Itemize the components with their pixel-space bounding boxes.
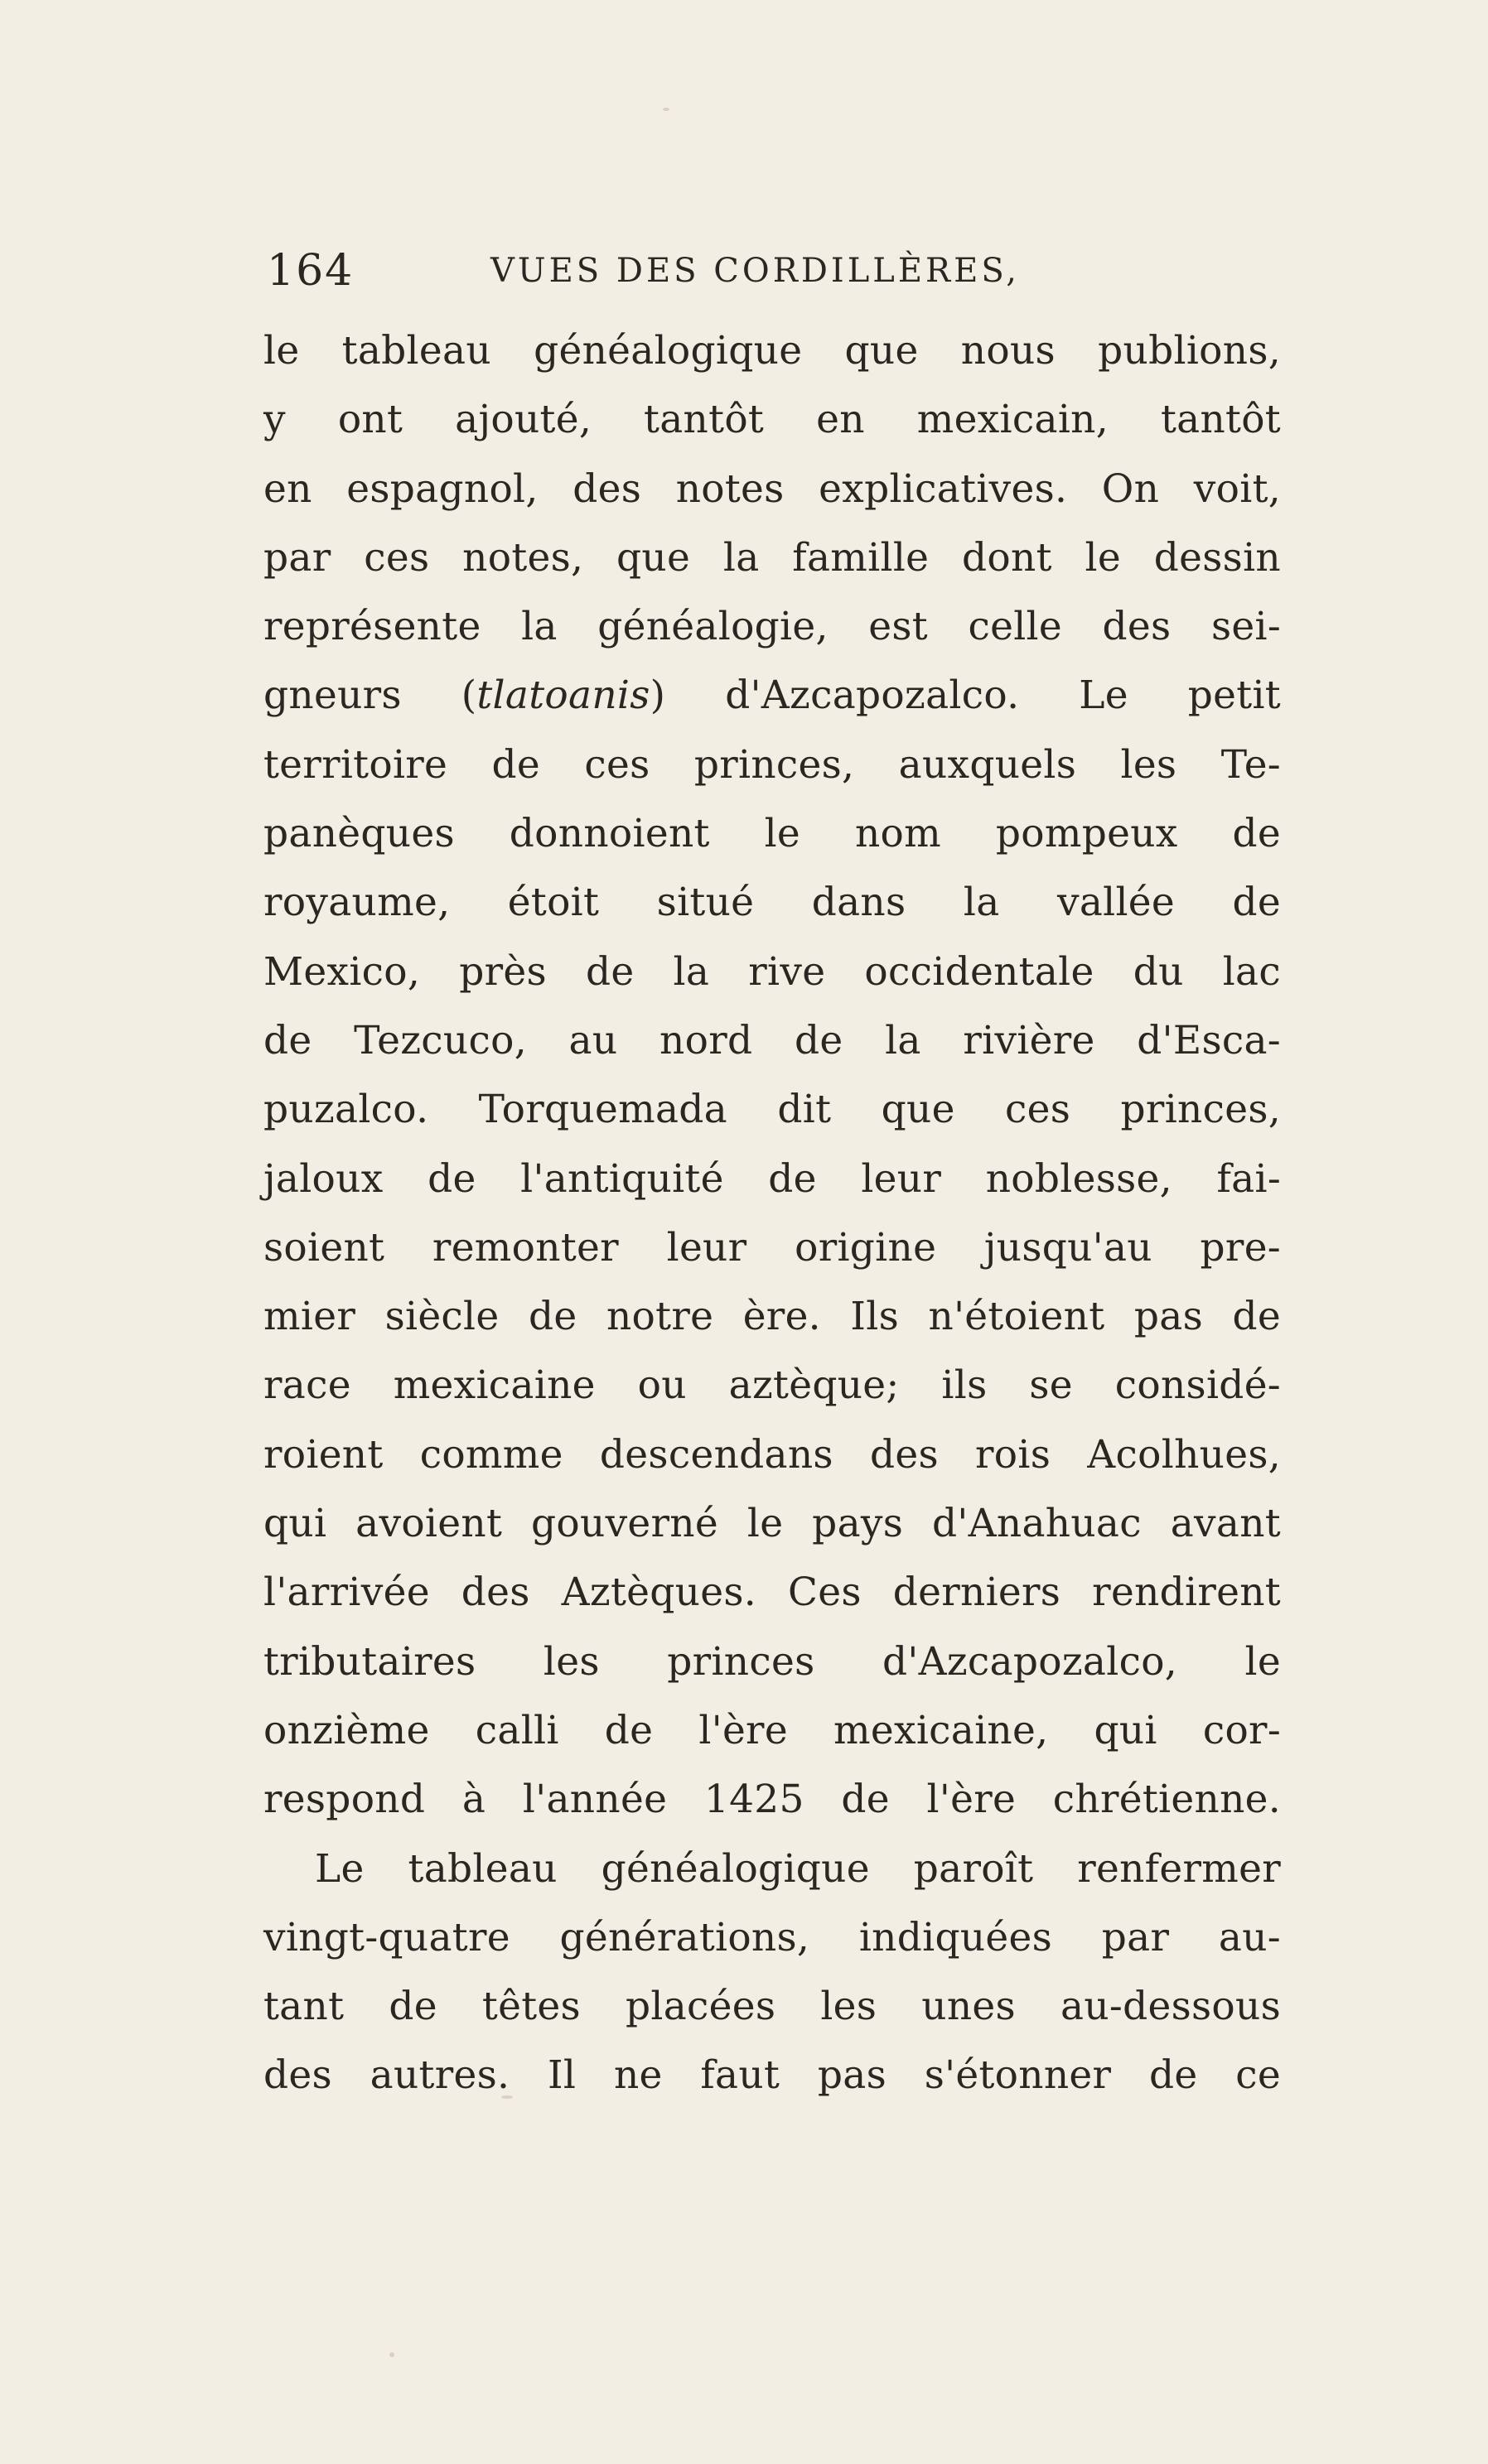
text-line: territoire de ces princes, auxquels les Te-: [263, 741, 1281, 788]
text-line-with-italic: [263, 661, 1281, 730]
paragraph-first-line: Le tableau généalogique paroît renfermer: [315, 1845, 1281, 1892]
text-line: onzième calli de l'ère mexicaine, qui cor-: [263, 1707, 1281, 1753]
running-title: VUES DES CORDILLÈRES,: [490, 252, 1021, 290]
text-line: vingt-quatre générations, indiquées par au-: [263, 1914, 1281, 1960]
text-fragment: gneurs (: [263, 673, 477, 719]
text-line: le tableau généalogique que nous publions,: [263, 328, 1281, 374]
text-line: qui avoient gouverné le pays d'Anahuac avant: [263, 1501, 1281, 1547]
text-line: tributaires les princes d'Azcapozalco, le: [263, 1638, 1281, 1685]
paper-speck: [663, 108, 669, 111]
text-line: l'arrivée des Aztèques. Ces derniers rendirent: [263, 1570, 1281, 1616]
text-line: soient remonter leur origine jusqu'au pre-: [263, 1224, 1281, 1271]
text-fragment: ) d'Azcapozalco. Le petit: [650, 673, 1281, 719]
body-text: [263, 316, 1281, 2110]
text-line: royaume, étoit situé dans la vallée de: [263, 880, 1281, 926]
text-line: tant de têtes placées les unes au-dessous: [263, 1984, 1281, 2030]
paper-speck: [389, 2352, 394, 2357]
text-line: jaloux de l'antiquité de leur noblesse, fai-: [263, 1155, 1281, 1202]
text-line: de Tezcuco, au nord de la rivière d'Esca-: [263, 1017, 1281, 1063]
italic-term: tlatoanis: [476, 673, 650, 719]
text-line: mier siècle de notre ère. Ils n'étoient pas de: [263, 1294, 1281, 1340]
text-line: représente la généalogie, est celle des sei-: [263, 604, 1281, 650]
text-line: roient comme descendans des rois Acolhues,: [263, 1431, 1281, 1478]
text-line: Mexico, près de la rive occidentale du lac: [263, 948, 1281, 995]
page-number: 164: [267, 246, 355, 296]
page-header: [267, 242, 1360, 300]
text-line: en espagnol, des notes explicatives. On voit,: [263, 465, 1281, 512]
text-line: panèques donnoient le nom pompeux de: [263, 811, 1281, 857]
text-line: des autres. Il ne faut pas s'étonner de ce: [263, 2052, 1281, 2099]
paragraph-last-line: respond à l'année 1425 de l'ère chrétienne.: [263, 1777, 1281, 1823]
text-line: puzalco. Torquemada dit que ces princes,: [263, 1087, 1281, 1133]
text-line: y ont ajouté, tantôt en mexicain, tantôt: [263, 397, 1281, 443]
text-line: race mexicaine ou aztèque; ils se considé-: [263, 1362, 1281, 1409]
text-line: par ces notes, que la famille dont le dessin: [263, 534, 1281, 581]
